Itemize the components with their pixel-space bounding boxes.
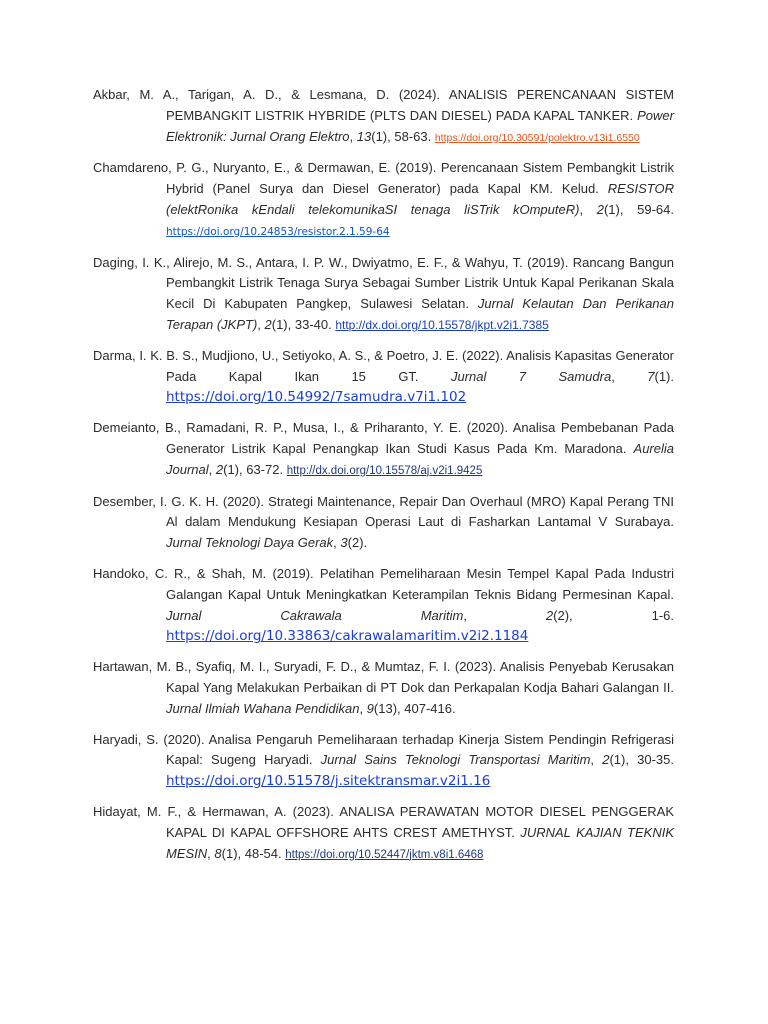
reference-issue-pages: (1), 48-54. — [221, 845, 286, 861]
doi-link[interactable]: http://dx.doi.org/10.15578/jkpt.v2i1.7385 — [335, 317, 549, 332]
reference-issue-pages: (2). — [347, 535, 368, 551]
reference-authors-title: Chamdareno, P. G., Nuryanto, E., & Dermawan, E. (2019). Perencanaan Sistem Pembangkit Listrik Hybrid (Panel Surya dan Diesel Generator) pada Kapal KM. Kelud. — [93, 160, 674, 197]
reference-issue-pages: (1), 30-35. — [609, 752, 675, 768]
reference-volume: 13 — [356, 128, 372, 144]
reference-entry-handoko — [93, 564, 674, 647]
reference-journal: Jurnal Sains Teknologi Transportasi Maritim — [320, 752, 591, 768]
doi-link[interactable]: https://doi.org/10.51578/j.sitektransmar.v2i1.16 — [166, 773, 491, 790]
reference-authors-title: Darma, I. K. B. S., Mudjiono, U., Setiyoko, A. S., & Poetro, J. E. (2022). Analisis Kapasitas Generator Pada Kapal Ikan 15 GT. — [93, 347, 674, 384]
reference-volume: 2 — [215, 461, 224, 477]
reference-volume: 3 — [340, 535, 348, 551]
reference-entry-hidayat — [93, 802, 674, 865]
separator: , — [463, 607, 546, 623]
reference-authors-title: Handoko, C. R., & Shah, M. (2019). Pelatihan Pemeliharaan Mesin Tempel Kapal Pada Industri Galangan Kapal Untuk Meningkatkan Keterampilan Teknis Bidang Permesinan Kapal. — [93, 565, 674, 602]
reference-volume: 2 — [545, 607, 554, 623]
reference-issue-pages: (1), 59-64. — [603, 201, 674, 217]
separator: , — [611, 368, 648, 384]
reference-authors-title: Hartawan, M. B., Syafiq, M. I., Suryadi, F. D., & Mumtaz, F. I. (2023). Analisis Penyebab Kerusakan Kapal Yang Melakukan Perbaikan di PT Dok dan Perkapalan Kodja Bahari Galangan II. — [93, 659, 674, 695]
reference-journal: Jurnal Ilmiah Wahana Pendidikan — [166, 700, 360, 716]
reference-authors-title: Daging, I. K., Alirejo, M. S., Antara, I. P. W., Dwiyatmo, E. F., & Wahyu, T. (2019). Rancang Bangun Pembangkit Listrik Tenaga Surya Sebagai Sumber Listrik Untuk Kapal Perikanan Skala Kecil Di Kabupaten Pangkep, Sulawesi Selatan. — [93, 254, 674, 312]
reference-entry-desember — [93, 492, 674, 554]
separator: , — [208, 461, 216, 477]
doi-link[interactable]: https://doi.org/10.24853/resistor.2.1.59-64 — [166, 225, 390, 238]
reference-volume: 2 — [602, 752, 610, 768]
reference-authors-title: Akbar, M. A., Tarigan, A. D., & Lesmana, D. (2024). ANALISIS PERENCANAAN SISTEM PEMBANGKIT LISTRIK HYBRIDE (PLTS DAN DIESEL) PADA KAPAL TANKER. — [93, 87, 674, 123]
separator: , — [349, 128, 357, 144]
reference-issue-pages: (1), 33-40. — [271, 316, 336, 332]
reference-journal: Jurnal Kelautan Dan Perikanan Terapan (JKPT) — [166, 296, 674, 332]
reference-volume: 2 — [264, 316, 272, 332]
reference-issue-pages: (1), 63-72. — [223, 461, 287, 477]
doi-link[interactable]: https://doi.org/10.30591/polektro.v13i1.6550 — [434, 131, 640, 144]
reference-entry-demeianto — [93, 418, 674, 481]
reference-volume: 7 — [647, 368, 655, 384]
separator: , — [333, 535, 341, 551]
reference-entry-hartawan — [93, 657, 674, 719]
reference-authors-title: Desember, I. G. K. H. (2020). Strategi Maintenance, Repair Dan Overhaul (MRO) Kapal Perang TNI Al dalam Mendukung Kesiapan Operasi Laut di Fasharkan Lantamal V Surabaya. — [93, 493, 674, 530]
reference-list — [93, 85, 674, 875]
reference-journal: RESISTOR (elektRonika kEndali telekomunikaSI tenaga liSTrik kOmputeR) — [166, 181, 674, 217]
reference-journal: JURNAL KAJIAN TEKNIK MESIN — [166, 824, 675, 861]
separator: , — [257, 316, 265, 332]
reference-authors-title: Hidayat, M. F., & Hermawan, A. (2023). ANALISA PERAWATAN MOTOR DIESEL PENGGERAK KAPAL DI KAPAL OFFSHORE AHTS CREST AMETHYST. — [93, 803, 674, 840]
reference-journal: Aurelia Journal — [166, 440, 674, 477]
reference-issue-pages: (1). — [654, 368, 674, 384]
reference-journal: Jurnal Teknologi Daya Gerak — [166, 535, 334, 551]
reference-entry-daging — [93, 253, 674, 336]
doi-link[interactable]: https://doi.org/10.54992/7samudra.v7i1.102 — [166, 389, 467, 406]
reference-volume: 2 — [596, 201, 604, 217]
reference-volume: 8 — [214, 845, 222, 861]
reference-issue-pages: (13), 407-416. — [373, 700, 456, 716]
separator: , — [579, 201, 597, 217]
reference-authors-title: Haryadi, S. (2020). Analisa Pengaruh Pemeliharaan terhadap Kinerja Sistem Pendingin Refrigerasi Kapal: Sugeng Haryadi. — [93, 731, 674, 768]
reference-journal: Power Elektronik: Jurnal Orang Elektro — [166, 107, 674, 144]
reference-entry-haryadi — [93, 730, 674, 792]
reference-authors-title: Demeianto, B., Ramadani, R. P., Musa, I., & Priharanto, Y. E. (2020). Analisa Pembebanan Pada Generator Listrik Kapal Penangkap Ikan Studi Kasus Pada Km. Maradona. — [93, 420, 674, 456]
doi-link[interactable]: https://doi.org/10.52447/jktm.v8i1.6468 — [285, 848, 484, 861]
separator: , — [207, 845, 215, 861]
reference-volume: 9 — [366, 700, 374, 716]
reference-journal: Jurnal Cakrawala Maritim — [166, 607, 464, 623]
reference-issue-pages: (1), 58-63. — [371, 128, 435, 144]
reference-entry-chamdareno — [93, 158, 674, 242]
separator: , — [590, 752, 603, 768]
reference-issue-pages: (2), 1-6. — [553, 607, 675, 623]
doi-link[interactable]: https://doi.org/10.33863/cakrawalamaritim.v2i2.1184 — [166, 628, 529, 645]
reference-entry-akbar — [93, 85, 674, 148]
reference-journal: Jurnal 7 Samudra — [450, 368, 612, 384]
separator: , — [359, 700, 367, 716]
doi-link[interactable]: http://dx.doi.org/10.15578/aj.v2i1.9425 — [286, 464, 483, 477]
reference-entry-darma — [93, 346, 674, 408]
